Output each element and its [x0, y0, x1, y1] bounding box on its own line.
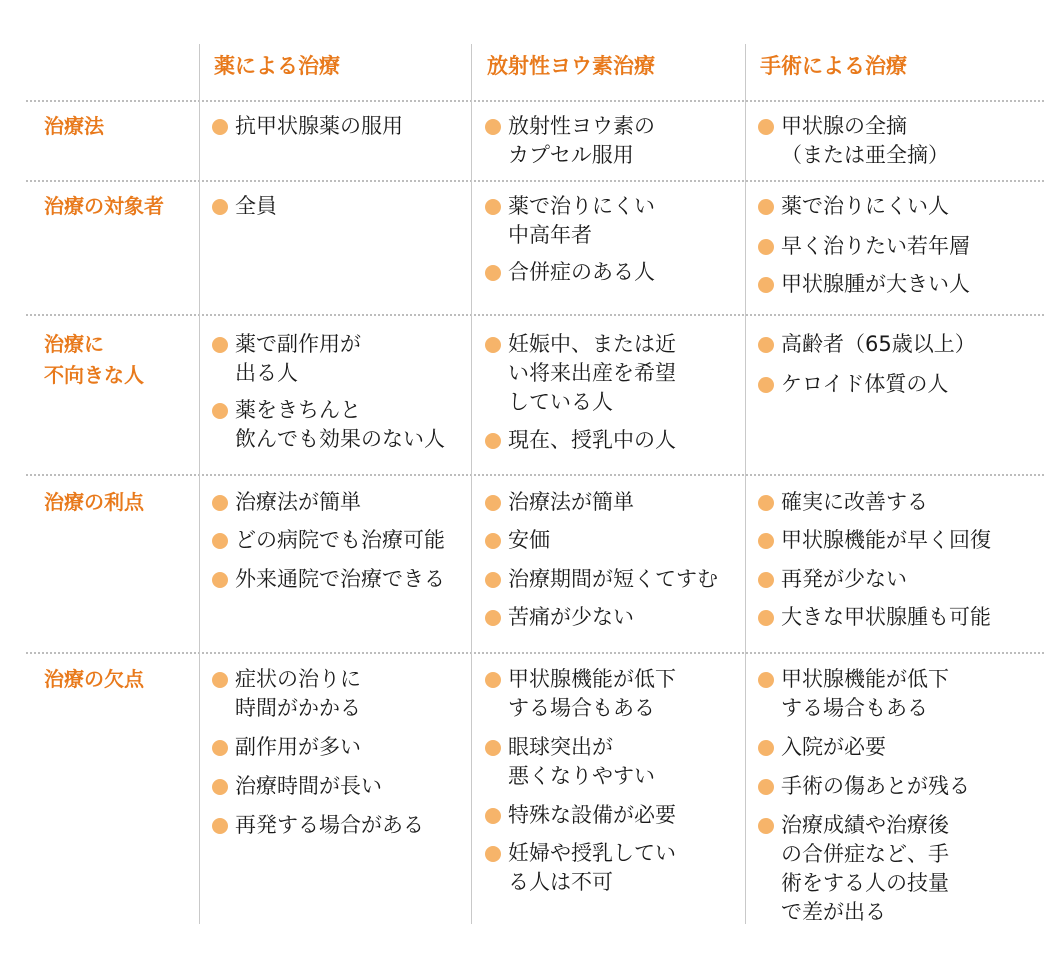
row-header-line: 治療に: [44, 332, 104, 356]
row-separator: [26, 314, 1044, 316]
column-header: 薬による治療: [214, 54, 340, 78]
bullet-dot-icon: [758, 239, 774, 255]
list-item-text: る人は不可: [508, 870, 613, 894]
bullet-dot-icon: [212, 337, 228, 353]
list-item: [757, 192, 949, 221]
list-item-text: 再発が少ない: [781, 567, 907, 591]
bullet-dot-icon: [485, 740, 501, 756]
list-item: [484, 733, 655, 791]
bullet-dot-icon: [212, 572, 228, 588]
list-item-text: 時間がかかる: [235, 696, 361, 720]
list-item-text: 出る人: [235, 361, 298, 385]
list-item: [757, 330, 976, 359]
list-item-text: 術をする人の技量: [781, 871, 949, 895]
bullet-dot-icon: [485, 495, 501, 511]
bullet-dot-icon: [485, 846, 501, 862]
list-item-text: 再発する場合がある: [235, 813, 424, 837]
list-item-text: 甲状腺腫が大きい人: [781, 272, 970, 296]
list-item-text: 特殊な設備が必要: [508, 803, 676, 827]
bullet-dot-icon: [758, 740, 774, 756]
list-item-text: 薬で治りにくい: [508, 194, 655, 218]
bullet-dot-icon: [758, 495, 774, 511]
bullet-dot-icon: [758, 337, 774, 353]
list-item-text: 甲状腺機能が低下: [781, 667, 949, 691]
list-item-text: 苦痛が少ない: [508, 605, 634, 629]
list-item: [211, 330, 361, 388]
bullet-dot-icon: [485, 337, 501, 353]
bullet-dot-icon: [758, 277, 774, 293]
list-item-text: している人: [508, 390, 613, 414]
list-item: [757, 565, 907, 594]
list-item: [484, 192, 655, 250]
bullet-dot-icon: [485, 610, 501, 626]
list-item: [757, 232, 970, 261]
row-header-line: 不向きな人: [44, 363, 144, 387]
list-item-text: 薬をきちんと: [235, 398, 361, 422]
bullet-dot-icon: [212, 672, 228, 688]
bullet-dot-icon: [485, 265, 501, 281]
list-item-text: 副作用が多い: [235, 735, 361, 759]
list-item-text: 現在、授乳中の人: [508, 428, 676, 452]
list-item: [211, 811, 424, 840]
bullet-dot-icon: [485, 199, 501, 215]
list-item-text: 甲状腺の全摘: [781, 114, 907, 138]
row-header: [44, 111, 104, 142]
list-item: [757, 488, 928, 517]
list-item: [211, 772, 382, 801]
bullet-dot-icon: [758, 572, 774, 588]
list-item-text: 手術の傷あとが残る: [781, 774, 970, 798]
list-item: [211, 112, 403, 141]
list-item-text: 妊婦や授乳してい: [508, 841, 676, 865]
list-item: [757, 112, 949, 170]
bullet-dot-icon: [212, 533, 228, 549]
list-item: [757, 665, 949, 723]
list-item: [484, 565, 718, 594]
column-divider: [471, 44, 472, 924]
list-item-text: 合併症のある人: [508, 260, 655, 284]
list-item: [484, 526, 550, 555]
bullet-dot-icon: [758, 377, 774, 393]
list-item-text: 甲状腺機能が早く回復: [781, 528, 991, 552]
list-item: [484, 839, 676, 897]
list-item: [211, 396, 445, 454]
list-item-text: 治療時間が長い: [235, 774, 382, 798]
row-separator: [26, 652, 1044, 654]
bullet-dot-icon: [212, 740, 228, 756]
bullet-dot-icon: [212, 199, 228, 215]
list-item: [211, 733, 361, 762]
list-item: [484, 258, 655, 287]
column-divider: [745, 44, 746, 924]
bullet-dot-icon: [485, 808, 501, 824]
row-separator: [26, 100, 1044, 102]
row-separator: [26, 180, 1044, 182]
list-item-text: 高齢者（65歳以上）: [781, 332, 976, 356]
bullet-dot-icon: [758, 533, 774, 549]
list-item: [484, 426, 676, 455]
row-header: [44, 329, 144, 391]
list-item: [211, 565, 445, 594]
list-item-text: 治療法が簡単: [508, 490, 634, 514]
bullet-dot-icon: [485, 572, 501, 588]
list-item-text: 薬で治りにくい人: [781, 194, 949, 218]
list-item-text: 早く治りたい若年層: [781, 234, 970, 258]
list-item-text: ケロイド体質の人: [781, 372, 949, 396]
list-item-text: で差が出る: [781, 900, 886, 924]
list-item-text: 薬で副作用が: [235, 332, 361, 356]
list-item-text: 入院が必要: [781, 735, 886, 759]
list-item: [757, 526, 991, 555]
list-item: [757, 811, 949, 927]
list-item-text: 中高年者: [508, 223, 592, 247]
list-item: [484, 330, 676, 417]
list-item-text: 安価: [508, 528, 550, 552]
list-item: [484, 488, 634, 517]
bullet-dot-icon: [212, 495, 228, 511]
list-item-text: カプセル服用: [508, 143, 634, 167]
bullet-dot-icon: [212, 818, 228, 834]
row-header: [44, 487, 144, 518]
bullet-dot-icon: [212, 779, 228, 795]
bullet-dot-icon: [485, 119, 501, 135]
list-item-text: 治療期間が短くてすむ: [508, 567, 718, 591]
row-header: [44, 191, 164, 222]
list-item: [757, 772, 970, 801]
bullet-dot-icon: [758, 779, 774, 795]
list-item: [484, 603, 634, 632]
list-item-text: 症状の治りに: [235, 667, 361, 691]
row-separator: [26, 474, 1044, 476]
list-item-text: 妊娠中、または近: [508, 332, 676, 356]
column-header: 手術による治療: [760, 54, 907, 78]
row-header-line: 治療の欠点: [44, 667, 144, 691]
list-item-text: 外来通院で治療できる: [235, 567, 445, 591]
bullet-dot-icon: [758, 818, 774, 834]
list-item-text: 治療法が簡単: [235, 490, 361, 514]
column-divider: [199, 44, 200, 924]
list-item-text: 飲んでも効果のない人: [235, 427, 445, 451]
list-item-text: 放射性ヨウ素の: [508, 114, 655, 138]
list-item: [757, 733, 886, 762]
row-header-line: 治療の対象者: [44, 194, 164, 218]
list-item: [211, 665, 361, 723]
bullet-dot-icon: [758, 199, 774, 215]
row-header-line: 治療の利点: [44, 490, 144, 514]
list-item-text: 悪くなりやすい: [508, 764, 655, 788]
list-item: [484, 665, 676, 723]
list-item-text: の合併症など、手: [781, 842, 949, 866]
list-item-text: い将来出産を希望: [508, 361, 676, 385]
list-item-text: する場合もある: [781, 696, 928, 720]
row-header: [44, 664, 144, 695]
list-item-text: 全員: [235, 194, 277, 218]
list-item: [484, 112, 655, 170]
list-item: [211, 192, 277, 221]
list-item-text: 眼球突出が: [508, 735, 613, 759]
list-item-text: 確実に改善する: [781, 490, 928, 514]
list-item-text: 治療成績や治療後: [781, 813, 949, 837]
bullet-dot-icon: [758, 119, 774, 135]
list-item-text: 抗甲状腺薬の服用: [235, 114, 403, 138]
list-item-text: （または亜全摘）: [781, 143, 949, 167]
list-item: [211, 488, 361, 517]
list-item: [211, 526, 445, 555]
list-item: [757, 603, 991, 632]
list-item-text: する場合もある: [508, 696, 655, 720]
bullet-dot-icon: [485, 672, 501, 688]
bullet-dot-icon: [758, 610, 774, 626]
bullet-dot-icon: [212, 119, 228, 135]
list-item: [757, 370, 948, 399]
column-header: 放射性ヨウ素治療: [487, 54, 655, 78]
list-item-text: 甲状腺機能が低下: [508, 667, 676, 691]
bullet-dot-icon: [485, 433, 501, 449]
bullet-dot-icon: [758, 672, 774, 688]
list-item-text: 大きな甲状腺腫も可能: [781, 605, 991, 629]
bullet-dot-icon: [212, 403, 228, 419]
bullet-dot-icon: [485, 533, 501, 549]
list-item: [757, 270, 970, 299]
list-item-text: どの病院でも治療可能: [235, 528, 445, 552]
list-item: [484, 801, 676, 830]
row-header-line: 治療法: [44, 114, 104, 138]
